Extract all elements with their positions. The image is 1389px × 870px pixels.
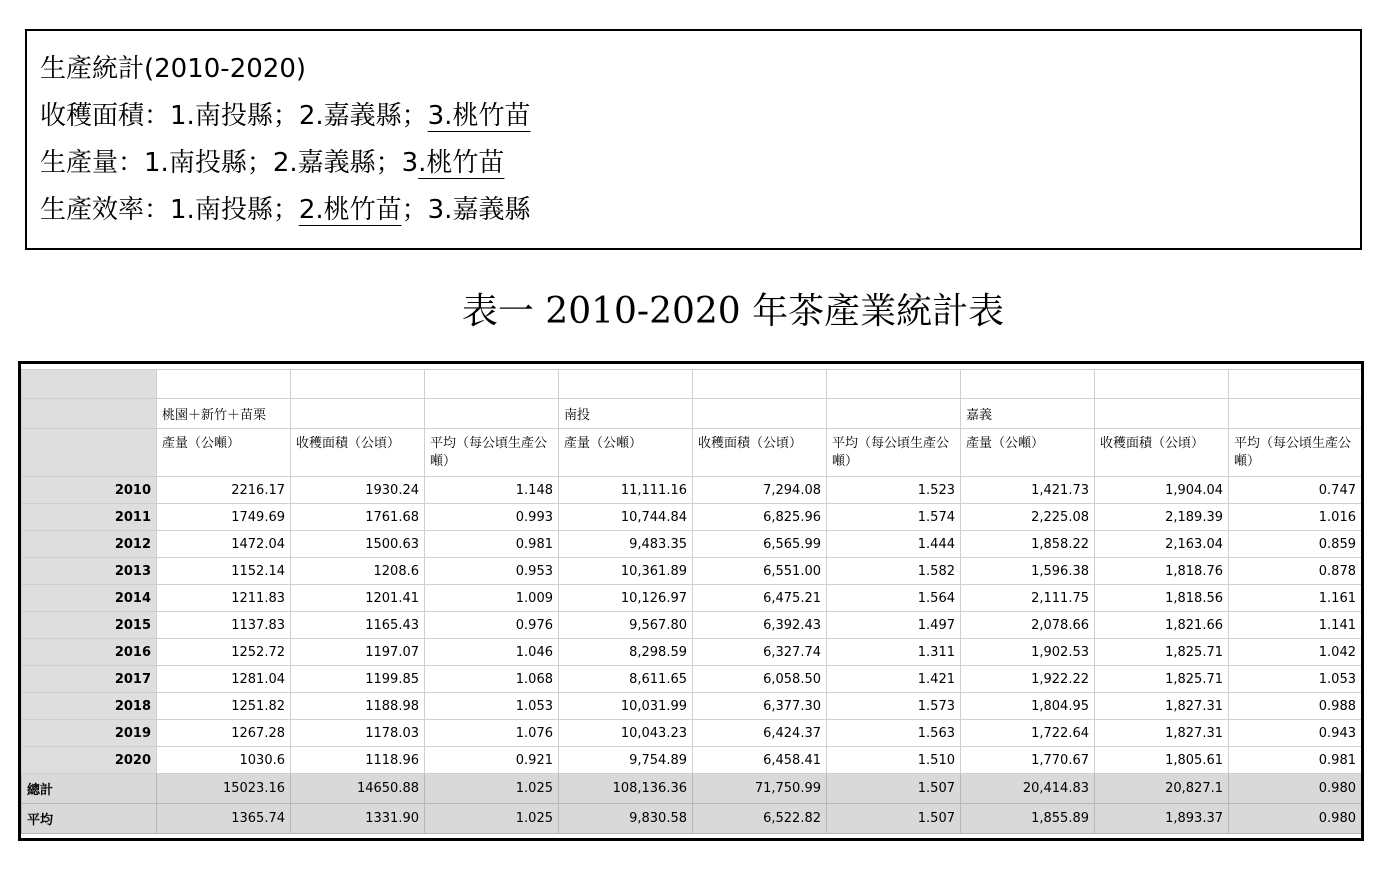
column-header-production: 產量（公噸） (961, 429, 1095, 477)
table-cell: 108,136.36 (559, 774, 693, 804)
row-header-year: 2012 (22, 531, 157, 558)
row-header-year: 2013 (22, 558, 157, 585)
table-cell (425, 399, 559, 429)
table-cell: 1267.28 (157, 720, 291, 747)
table-cell (559, 370, 693, 399)
table-cell: 1,805.61 (1095, 747, 1229, 774)
row-header-cell (22, 399, 157, 429)
table-cell: 1.161 (1229, 585, 1362, 612)
summary-row (22, 804, 1362, 834)
table-cell: 1,825.71 (1095, 666, 1229, 693)
table-cell (1095, 370, 1229, 399)
table-cell: 6,327.74 (693, 639, 827, 666)
table-cell: 1.311 (827, 639, 961, 666)
summary-ranking: ；3.嘉義縣 (401, 195, 531, 225)
table-cell: 1.068 (425, 666, 559, 693)
table-cell: 1,825.71 (1095, 639, 1229, 666)
table-cell: 1,722.64 (961, 720, 1095, 747)
table-cell: 2,225.08 (961, 504, 1095, 531)
summary-ranking-underlined: .桃竹苗 (418, 148, 505, 178)
table-cell: 1,855.89 (961, 804, 1095, 834)
table-cell: 1252.72 (157, 639, 291, 666)
table-cell: 1.497 (827, 612, 961, 639)
row-header-year: 2019 (22, 720, 157, 747)
column-header-average: 平均（每公頃生產公噸） (425, 429, 559, 477)
table-cell: 1281.04 (157, 666, 291, 693)
column-header-average: 平均（每公頃生產公噸） (827, 429, 961, 477)
table-cell (1229, 399, 1362, 429)
column-header-average: 平均（每公頃生產公噸） (1229, 429, 1362, 477)
column-header-harvest-area: 收穫面積（公頃） (291, 429, 425, 477)
table-cell: 10,043.23 (559, 720, 693, 747)
table-row (22, 585, 1362, 612)
table-row (22, 504, 1362, 531)
table-cell: 1.076 (425, 720, 559, 747)
table-cell: 0.878 (1229, 558, 1362, 585)
table-cell: 1,821.66 (1095, 612, 1229, 639)
table-cell: 1472.04 (157, 531, 291, 558)
table-cell: 20,827.1 (1095, 774, 1229, 804)
table-row (22, 531, 1362, 558)
table-cell: 2,078.66 (961, 612, 1095, 639)
table-cell: 1.523 (827, 477, 961, 504)
table-cell: 1500.63 (291, 531, 425, 558)
table-cell: 1.582 (827, 558, 961, 585)
table-cell: 6,377.30 (693, 693, 827, 720)
table-cell: 6,424.37 (693, 720, 827, 747)
table-cell: 1,858.22 (961, 531, 1095, 558)
table-body (22, 370, 1362, 834)
table-row (22, 477, 1362, 504)
table-row (22, 747, 1362, 774)
table-cell: 2,163.04 (1095, 531, 1229, 558)
table-cell: 8,298.59 (559, 639, 693, 666)
table-cell: 1199.85 (291, 666, 425, 693)
table-cell: 1,770.67 (961, 747, 1095, 774)
summary-ranking: 1.南投縣； (170, 195, 299, 225)
summary-label: 收穫面積： (40, 101, 171, 131)
statistics-table (21, 369, 1362, 834)
table-cell: 8,611.65 (559, 666, 693, 693)
summary-line-production (40, 139, 1360, 186)
summary-ranking-underlined: 2.桃竹苗 (298, 195, 402, 225)
table-cell: 0.988 (1229, 693, 1362, 720)
column-header-harvest-area: 收穫面積（公頃） (1095, 429, 1229, 477)
table-title: 表一 2010-2020 年茶產業統計表 (461, 291, 1005, 332)
table-cell: 1251.82 (157, 693, 291, 720)
table-cell: 1,902.53 (961, 639, 1095, 666)
table-cell: 1211.83 (157, 585, 291, 612)
table-cell: 1.053 (425, 693, 559, 720)
table-cell: 10,361.89 (559, 558, 693, 585)
summary-row (22, 774, 1362, 804)
table-cell: 1,818.76 (1095, 558, 1229, 585)
group-header-chiayi: 嘉義 (961, 399, 1095, 429)
table-cell: 2,111.75 (961, 585, 1095, 612)
table-cell (425, 370, 559, 399)
table-cell: 1761.68 (291, 504, 425, 531)
table-cell: 0.976 (425, 612, 559, 639)
table-cell: 1197.07 (291, 639, 425, 666)
table-cell (1229, 370, 1362, 399)
table-cell (693, 399, 827, 429)
summary-label: 生產效率： (40, 195, 171, 225)
row-header-year: 2014 (22, 585, 157, 612)
table-cell: 1.025 (425, 804, 559, 834)
row-header-year: 2018 (22, 693, 157, 720)
table-cell: 1331.90 (291, 804, 425, 834)
table-cell: 0.747 (1229, 477, 1362, 504)
table-cell: 1.016 (1229, 504, 1362, 531)
table-cell: 7,294.08 (693, 477, 827, 504)
row-header-summary: 總計 (22, 774, 157, 804)
table-cell: 1.042 (1229, 639, 1362, 666)
summary-line-harvest-area (40, 92, 1360, 139)
summary-ranking: 1.南投縣；2.嘉義縣； (170, 101, 428, 131)
table-row-blank (22, 370, 1362, 399)
summary-box (25, 29, 1362, 250)
table-cell: 71,750.99 (693, 774, 827, 804)
table-cell: 11,111.16 (559, 477, 693, 504)
table-cell: 6,551.00 (693, 558, 827, 585)
table-cell: 1,818.56 (1095, 585, 1229, 612)
summary-line-efficiency (40, 186, 1360, 233)
table-cell: 6,565.99 (693, 531, 827, 558)
table-cell: 0.993 (425, 504, 559, 531)
table-row-column-headers (22, 429, 1362, 477)
row-header-cell (22, 370, 157, 399)
group-header-nantou: 南投 (559, 399, 693, 429)
table-cell: 1.046 (425, 639, 559, 666)
summary-line-title (40, 45, 1360, 92)
group-header-taoyuan-hsinchu-miaoli: 桃園＋新竹＋苗栗 (157, 399, 291, 429)
table-cell: 1,893.37 (1095, 804, 1229, 834)
table-cell: 6,458.41 (693, 747, 827, 774)
table-cell: 1.574 (827, 504, 961, 531)
table-cell: 1208.6 (291, 558, 425, 585)
table-cell: 1.053 (1229, 666, 1362, 693)
table-cell: 1,827.31 (1095, 693, 1229, 720)
row-header-cell (22, 429, 157, 477)
table-cell: 1188.98 (291, 693, 425, 720)
table-cell: 10,126.97 (559, 585, 693, 612)
table-cell: 0.921 (425, 747, 559, 774)
table-cell: 9,483.35 (559, 531, 693, 558)
table-cell: 1165.43 (291, 612, 425, 639)
table-cell: 1.507 (827, 804, 961, 834)
table-cell: 1,421.73 (961, 477, 1095, 504)
row-header-year: 2011 (22, 504, 157, 531)
table-cell: 1.563 (827, 720, 961, 747)
table-cell: 1.510 (827, 747, 961, 774)
table-cell: 1,596.38 (961, 558, 1095, 585)
table-cell (827, 399, 961, 429)
table-cell: 1030.6 (157, 747, 291, 774)
table-cell: 0.980 (1229, 774, 1362, 804)
table-cell: 0.943 (1229, 720, 1362, 747)
table-cell: 6,522.82 (693, 804, 827, 834)
table-cell: 9,830.58 (559, 804, 693, 834)
table-cell: 14650.88 (291, 774, 425, 804)
table-cell: 1.564 (827, 585, 961, 612)
table-cell: 6,825.96 (693, 504, 827, 531)
table-row (22, 720, 1362, 747)
summary-ranking: 1.南投縣；2.嘉義縣；3 (144, 148, 419, 178)
table-cell (1095, 399, 1229, 429)
table-cell: 1.025 (425, 774, 559, 804)
table-cell: 2216.17 (157, 477, 291, 504)
table-cell: 1749.69 (157, 504, 291, 531)
column-header-production: 產量（公噸） (559, 429, 693, 477)
table-cell: 0.980 (1229, 804, 1362, 834)
table-cell: 1,804.95 (961, 693, 1095, 720)
table-cell: 0.953 (425, 558, 559, 585)
table-cell (291, 399, 425, 429)
summary-ranking-underlined: 3.桃竹苗 (427, 101, 531, 131)
table-row (22, 558, 1362, 585)
table-row (22, 639, 1362, 666)
table-cell: 0.859 (1229, 531, 1362, 558)
table-cell: 1178.03 (291, 720, 425, 747)
column-header-production: 產量（公噸） (157, 429, 291, 477)
table-cell: 1137.83 (157, 612, 291, 639)
table-cell: 1930.24 (291, 477, 425, 504)
table-cell: 10,744.84 (559, 504, 693, 531)
table-cell: 20,414.83 (961, 774, 1095, 804)
table-cell: 1,827.31 (1095, 720, 1229, 747)
table-cell: 1201.41 (291, 585, 425, 612)
table-cell: 1152.14 (157, 558, 291, 585)
table-cell: 6,392.43 (693, 612, 827, 639)
table-row (22, 612, 1362, 639)
table-cell: 1365.74 (157, 804, 291, 834)
table-cell: 15023.16 (157, 774, 291, 804)
table-cell (693, 370, 827, 399)
table-cell: 1.507 (827, 774, 961, 804)
table-cell: 1,904.04 (1095, 477, 1229, 504)
table-cell: 0.981 (425, 531, 559, 558)
table-row (22, 693, 1362, 720)
row-header-year: 2020 (22, 747, 157, 774)
row-header-year: 2015 (22, 612, 157, 639)
table-cell (291, 370, 425, 399)
table-cell: 10,031.99 (559, 693, 693, 720)
row-header-year: 2017 (22, 666, 157, 693)
table-cell: 0.981 (1229, 747, 1362, 774)
table-cell: 1.141 (1229, 612, 1362, 639)
table-cell: 1,922.22 (961, 666, 1095, 693)
table-cell (961, 370, 1095, 399)
table-cell: 1.573 (827, 693, 961, 720)
table-row-groups (22, 399, 1362, 429)
table-cell: 6,475.21 (693, 585, 827, 612)
table-row (22, 666, 1362, 693)
column-header-harvest-area: 收穫面積（公頃） (693, 429, 827, 477)
summary-label: 生產量： (40, 148, 145, 178)
table-cell: 6,058.50 (693, 666, 827, 693)
row-header-year: 2010 (22, 477, 157, 504)
row-header-year: 2016 (22, 639, 157, 666)
statistics-table-frame (18, 361, 1364, 841)
table-cell: 1118.96 (291, 747, 425, 774)
table-cell (157, 370, 291, 399)
summary-title: 生產統計(2010-2020) (40, 54, 307, 84)
table-cell: 1.421 (827, 666, 961, 693)
row-header-summary: 平均 (22, 804, 157, 834)
table-cell: 9,567.80 (559, 612, 693, 639)
table-cell: 1.009 (425, 585, 559, 612)
table-cell (827, 370, 961, 399)
table-cell: 2,189.39 (1095, 504, 1229, 531)
table-cell: 1.444 (827, 531, 961, 558)
table-cell: 1.148 (425, 477, 559, 504)
table-cell: 9,754.89 (559, 747, 693, 774)
